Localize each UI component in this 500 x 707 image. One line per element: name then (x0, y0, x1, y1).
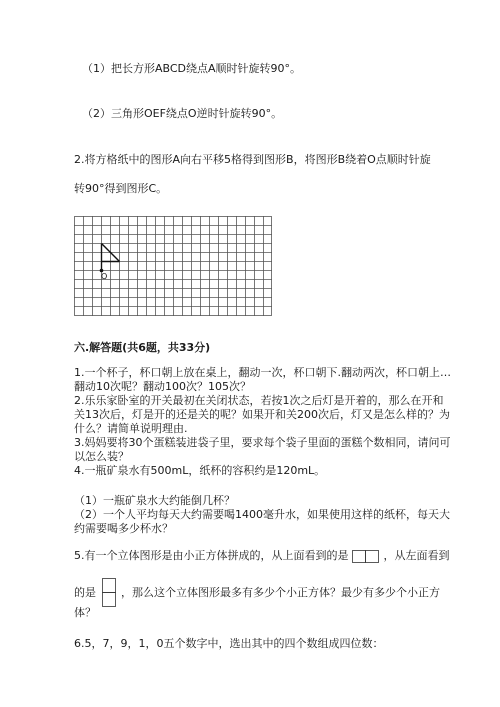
q5-part-4: ，那么这个立体图形最多有多少个小正方体？最少有多少个小正方 (121, 586, 440, 599)
s6-line-2: 翻动10次呢？翻动100次？105次？ (74, 380, 251, 393)
q2-line-1: 2.将方格纸中的图形A向右平移5格得到图形B，将图形B绕着O点顺时针旋 (74, 153, 431, 166)
section-6-heading: 六.解答题(共6题，共33分) (74, 341, 211, 354)
grid-paper (74, 216, 272, 316)
q5-part-5: 体？ (74, 606, 96, 619)
s6-line-5: 什么？请简单说明理由. (74, 422, 188, 435)
s6-line-1: 1.一个杯子，杯口朝上放在桌上，翻动一次，杯口朝下.翻动两次，杯口朝上… (74, 366, 451, 379)
q5-part-3: 的是 (74, 586, 96, 599)
s6-line-6: 3.妈妈要将30个蛋糕装进袋子里，要求每个袋子里面的蛋糕个数相同，请问可 (74, 436, 451, 449)
q5-line-1 (74, 549, 450, 563)
s6-line-7: 以怎么装？ (74, 450, 129, 463)
q2-line-2: 转90°得到图形C。 (74, 182, 168, 195)
q4-sub-2-line-2: 约需要喝多少杯水？ (74, 522, 173, 535)
q1-item-2: （2）三角形OEF绕点O逆时针旋转90°。 (82, 107, 283, 120)
s6-line-8: 4.一瓶矿泉水有500mL，纸杯的容积约是120mL。 (74, 464, 326, 477)
q4-sub-1: （1）一瓶矿泉水大约能倒几杯？ (74, 494, 235, 507)
q1-item-1: （1）把长方形ABCD绕点A顺时针旋转90°。 (82, 62, 302, 75)
q4-sub-2-line-1: （2）一个人平均每天大约需要喝1400毫升水，如果使用这样的纸杯，每天大 (74, 508, 450, 521)
q5-line-2 (74, 578, 440, 608)
q6-line: 6.5，7，9，1，0五个数字中，选出其中的四个数组成四位数： (74, 637, 384, 650)
q5-part-2: ，从左面看到 (383, 549, 450, 562)
top-view-figure (352, 550, 380, 563)
s6-line-3: 2.乐乐家卧室的开关最初在关闭状态，若按1次之后灯是开着的，那么在开和 (74, 394, 444, 407)
grid-lines (74, 216, 272, 316)
label-o: O (101, 272, 108, 281)
s6-line-4: 关13次后，灯是开的还是关的呢？如果开和关200次后，灯又是怎么样的？为 (74, 408, 450, 421)
q5-part-1: 5.有一个立体图形是由小正方体拼成的，从上面看到的是 (74, 549, 349, 562)
left-view-figure (102, 578, 116, 608)
